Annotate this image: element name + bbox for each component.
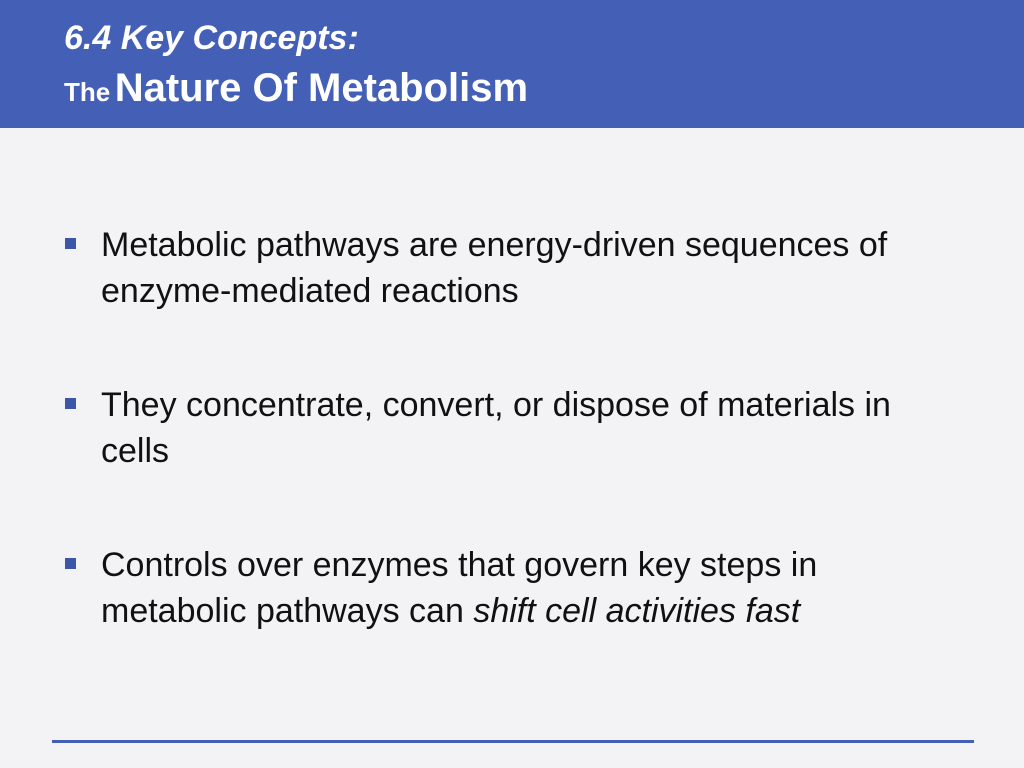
bullet-text: They concentrate, convert, or dispose of materials in cells [101, 386, 891, 470]
square-bullet-icon [65, 398, 76, 409]
bullet-emphasis: shift cell activities fast [473, 592, 801, 630]
square-bullet-icon [65, 238, 76, 249]
bullet-text: Metabolic pathways are energy-driven sequences of enzyme-mediated reactions [101, 226, 888, 310]
slide-title-main: Nature Of Metabolism [114, 66, 529, 110]
square-bullet-icon [65, 558, 76, 569]
title-banner [0, 0, 1024, 128]
bullet-item [64, 222, 964, 314]
bullet-item [64, 382, 964, 474]
slide-section-title: 6.4 Key Concepts: [64, 19, 359, 57]
bullet-text: Controls over enzymes that govern key steps in metabolic pathways can [101, 546, 818, 630]
slide-title [64, 64, 528, 121]
slide-title-prefix: The [64, 77, 111, 107]
bullet-list [64, 222, 964, 702]
bullet-item [64, 542, 964, 634]
footer-divider [52, 740, 974, 743]
